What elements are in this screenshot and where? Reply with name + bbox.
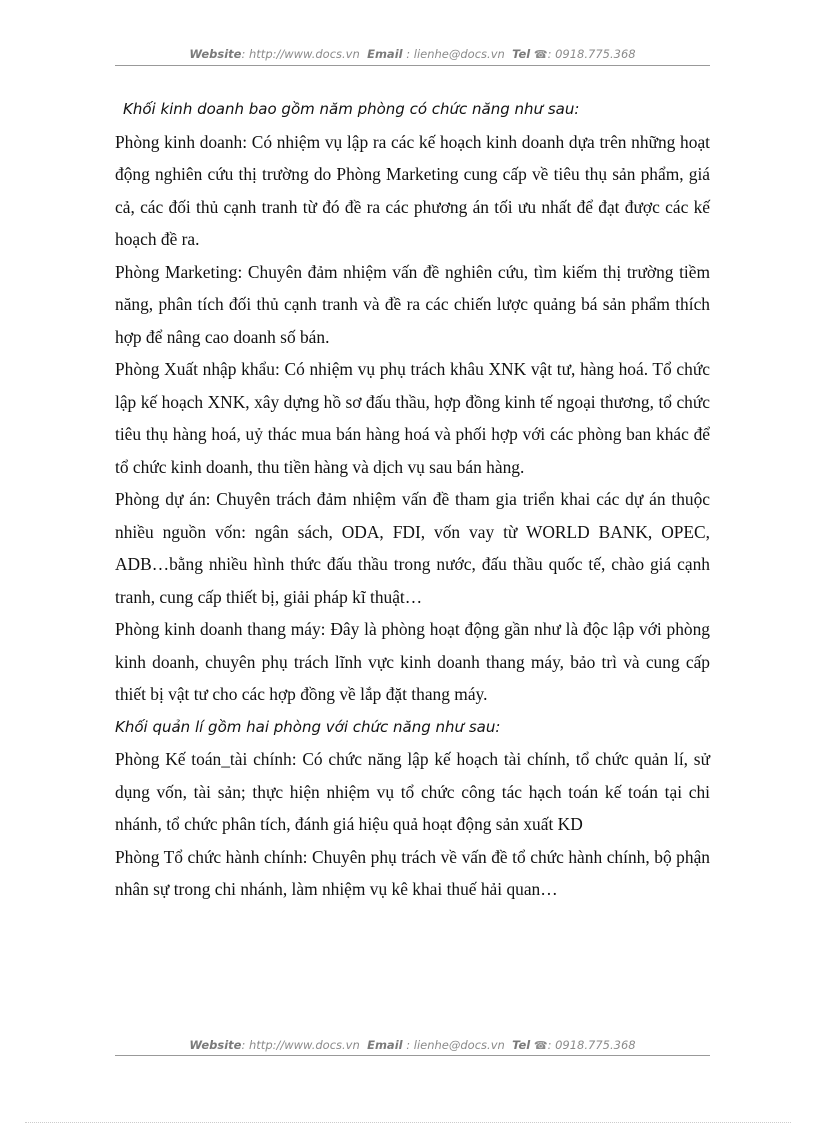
footer-tel-value: : 0918.775.368 bbox=[547, 1038, 636, 1052]
page-header bbox=[115, 47, 710, 61]
header-tel-value: : 0918.775.368 bbox=[547, 47, 636, 61]
footer-tel-label: Tel bbox=[512, 1038, 531, 1052]
paragraph-finance-dept: Phòng Kế toán_tài chính: Có chức năng lập kế hoạch tài chính, tổ chức quản lí, sử dụng vốn, tài sản; thực hiện nhiệm vụ tổ chức công tác hạch toán kế toán tại chi nhánh, tổ chức phân tích, đánh giá hiệu quả hoạt động sản xuất KD bbox=[115, 749, 710, 834]
header-email-label: Email bbox=[367, 47, 403, 61]
paragraph-project-dept: Phòng dự án: Chuyên trách đảm nhiệm vấn đề tham gia triển khai các dự án thuộc nhiều nguồn vốn: ngân sách, ODA, FDI, vốn vay từ WORLD BANK, OPEC, ADB…bằng nhiều hình thức đấu thầu trong nước, đấu thầu quốc tế, chào giá cạnh tranh, cung cấp thiết bị, giải pháp kĩ thuật… bbox=[115, 489, 710, 607]
paragraph-admin-dept: Phòng Tổ chức hành chính: Chuyên phụ trách về vấn đề tổ chức hành chính, bộ phận nhân sự trong chi nhánh, làm nhiệm vụ kê khai thuế hải quan… bbox=[115, 846, 710, 899]
header-website-value: : http://www.docs.vn bbox=[241, 47, 360, 61]
footer-email-value: : lienhe@docs.vn bbox=[406, 1038, 505, 1052]
paragraph-marketing-dept: Phòng Marketing: Chuyên đảm nhiệm vấn đề nghiên cứu, tìm kiếm thị trường tiềm năng, phân tích đối thủ cạnh tranh và đề ra các chiến lược quảng bá sản phẩm thích hợp để nâng cao doanh số bán. bbox=[115, 261, 710, 347]
footer-website-value: : http://www.docs.vn bbox=[241, 1038, 360, 1052]
paragraph-elevator-dept: Phòng kinh doanh thang máy: Đây là phòng hoạt động gần như là độc lập với phòng kinh doanh, chuyên phụ trách lĩnh vực kinh doanh thang máy, bảo trì và cung cấp thiết bị vật tư cho các hợp đồng về lắp đặt thang máy. bbox=[115, 619, 710, 704]
footer-email-label: Email bbox=[367, 1038, 403, 1052]
header-website-label: Website bbox=[189, 47, 242, 61]
section-heading-management: Khối quản lí gồm hai phòng với chức năng như sau: bbox=[115, 717, 501, 736]
document-body bbox=[115, 93, 710, 906]
footer-website-label: Website bbox=[189, 1038, 242, 1052]
footer-divider bbox=[115, 1055, 710, 1056]
header-tel-label: Tel bbox=[512, 47, 531, 61]
header-divider bbox=[115, 65, 710, 66]
phone-icon: ☎ bbox=[533, 48, 548, 61]
paragraph-import-export-dept: Phòng Xuất nhập khẩu: Có nhiệm vụ phụ trách khâu XNK vật tư, hàng hoá. Tổ chức lập kế hoạch XNK, xây dựng hồ sơ đấu thầu, hợp đồng kinh tế ngoại thương, tổ chức tiêu thụ hàng hoá, uỷ thác mua bán hàng hoá và phối hợp với các phòng ban khác để tổ chức kinh doanh, thu tiền hàng và dịch vụ sau bán hàng. bbox=[115, 359, 710, 477]
section-heading-business: Khối kinh doanh bao gồm năm phòng có chức năng như sau: bbox=[123, 100, 580, 118]
header-email-value: : lienhe@docs.vn bbox=[406, 47, 505, 61]
page-footer bbox=[115, 1038, 710, 1052]
phone-icon: ☎ bbox=[533, 1039, 548, 1052]
paragraph-sales-dept: Phòng kinh doanh: Có nhiệm vụ lập ra các kế hoạch kinh doanh dựa trên những hoạt động nghiên cứu thị trường do Phòng Marketing cung cấp về tiêu thụ sản phẩm, giá cả, các đối thủ cạnh tranh từ đó đề ra các phương án tối ưu nhất để đạt được các kế hoạch đề ra. bbox=[115, 131, 710, 249]
